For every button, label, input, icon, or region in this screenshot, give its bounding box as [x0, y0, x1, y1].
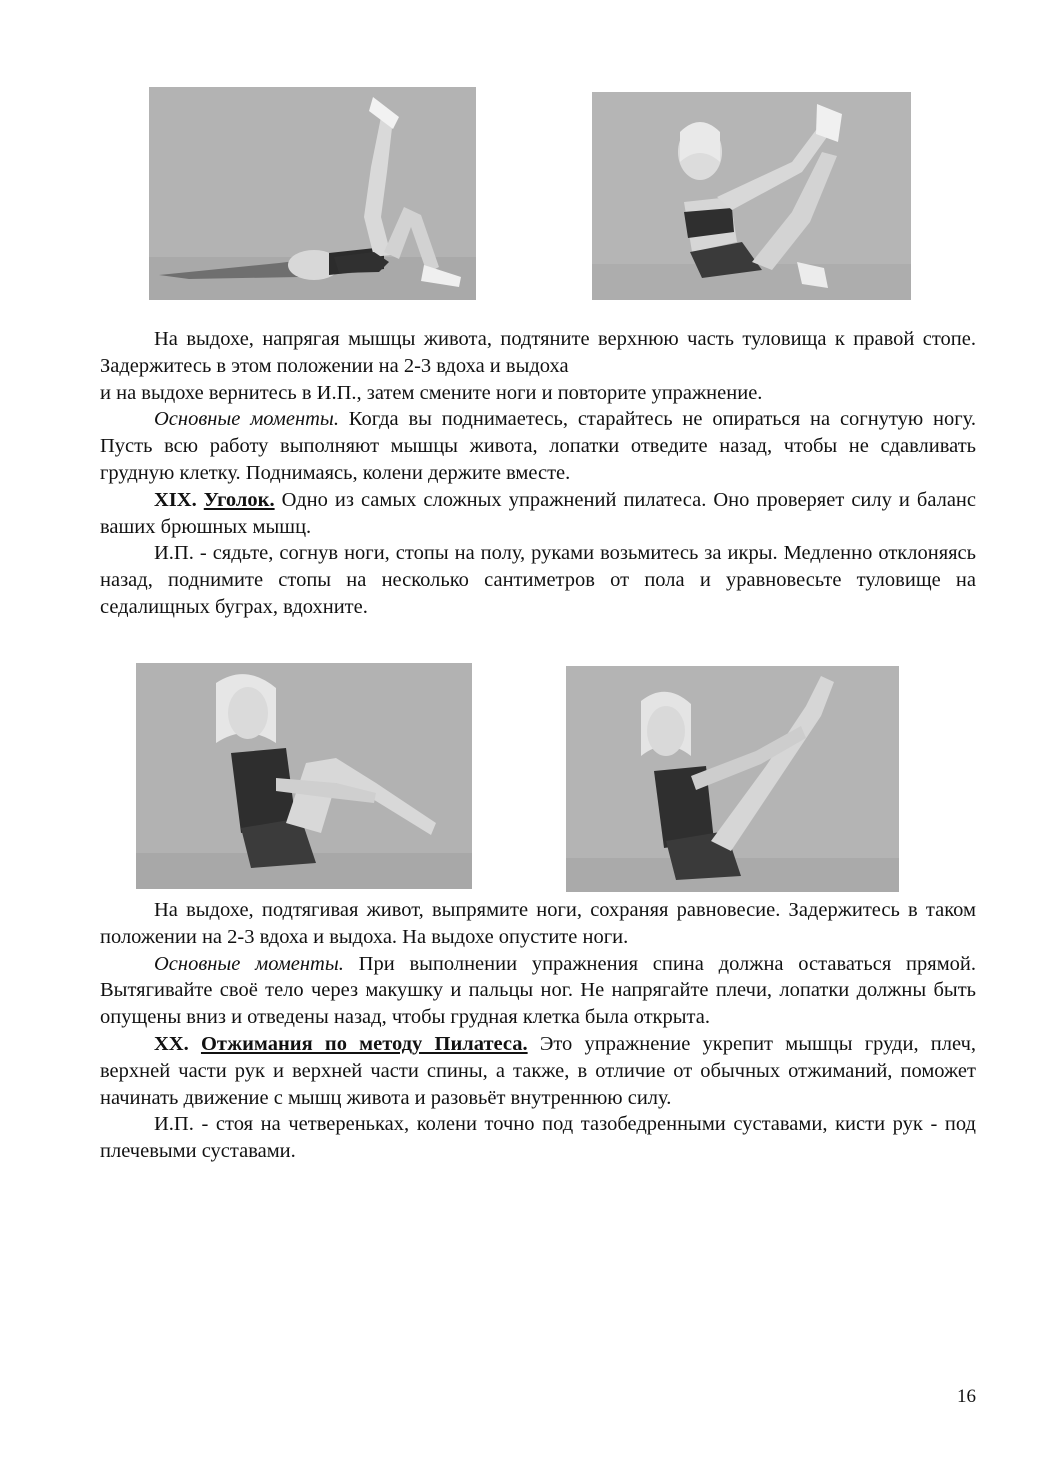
exercise-title: Отжимания по методу Пилатеса. — [200, 1032, 528, 1055]
exercise-photo-seated-hold-calves — [136, 663, 472, 889]
paragraph-text: И.П. - стоя на четвереньках, колени точно под тазобедренными суставами, кисти рук - под плечевыми суставами. — [100, 1113, 976, 1163]
text-block-1 — [100, 326, 976, 621]
paragraph-text: и на выдохе вернитесь в И.П., затем смените ноги и повторите упражнение. — [100, 381, 763, 404]
paragraph-text: На выдохе, подтягивая живот, выпрямите ноги, сохраняя равновесие. Задержитесь в таком положении на 2-3 вдоха и выдоха. На выдохе опустите ноги. — [100, 899, 976, 948]
paragraph-text: Одно из самых сложных упражнений пилатеса. Оно проверяет силу и баланс ваших брюшных мышц. — [100, 488, 977, 538]
paragraph-start-position-2 — [100, 1111, 976, 1165]
paragraph-key-points-2 — [100, 951, 976, 1031]
paragraph-text: На выдохе, напрягая мышцы живота, подтяните верхнюю часть туловища к правой стопе. Задержитесь в этом положении на 2-3 вдоха и выдоха — [100, 328, 976, 377]
exercise-photo-v-sit-legs-straight — [566, 666, 899, 892]
paragraph-text: И.П. - сядьте, согнув ноги, стопы на полу, руками возьмитесь за икры. Медленно отклоняясь назад, поднимите стопы на несколько сантиметров от пола и уравновесьте туловище на седалищных буграх, вдохните. — [100, 542, 976, 618]
exercise-number: XX. — [154, 1032, 189, 1055]
paragraph-exercise-xx — [100, 1031, 976, 1111]
exercise-number: XIX. — [154, 488, 197, 511]
paragraph-text: Это упражнение укрепит мышцы груди, плеч, верхней части рук и верхней части спины, а также, в отличие от обычных отжиманий, поможет начинать движение с мышц живота и разовьёт внутреннюю силу. — [100, 1032, 976, 1109]
text-block-2 — [100, 897, 976, 1165]
key-points-label: Основные моменты. — [154, 408, 339, 431]
paragraph-exercise-xix — [100, 487, 976, 541]
paragraph-start-position-1 — [100, 540, 976, 620]
exercise-title: Уголок. — [203, 488, 275, 511]
exercise-photo-v-sit-reach — [592, 92, 911, 300]
key-points-label: Основные моменты. — [154, 952, 344, 975]
paragraph-text: Когда вы поднимаетесь, старайтесь не опираться на согнутую ногу. Пусть всю работу выполняют мышцы живота, лопатки отведите назад, чтобы не сдавливать грудную клетку. Поднимаясь, колени держите вместе. — [100, 408, 977, 484]
exercise-photo-lying-leg-raise — [149, 87, 476, 300]
paragraph-exhale-tighten — [100, 326, 976, 406]
paragraph-key-points-1 — [100, 406, 976, 486]
paragraph-text: При выполнении упражнения спина должна оставаться прямой. Вытягивайте своё тело через макушку и пальцы ног. Не напрягайте плечи, лопатки должны быть опущены вниз и отведены назад, чтобы грудная клетка была открыта. — [100, 952, 977, 1029]
page-number: 16 — [957, 1386, 976, 1407]
paragraph-exhale-straighten — [100, 897, 976, 951]
